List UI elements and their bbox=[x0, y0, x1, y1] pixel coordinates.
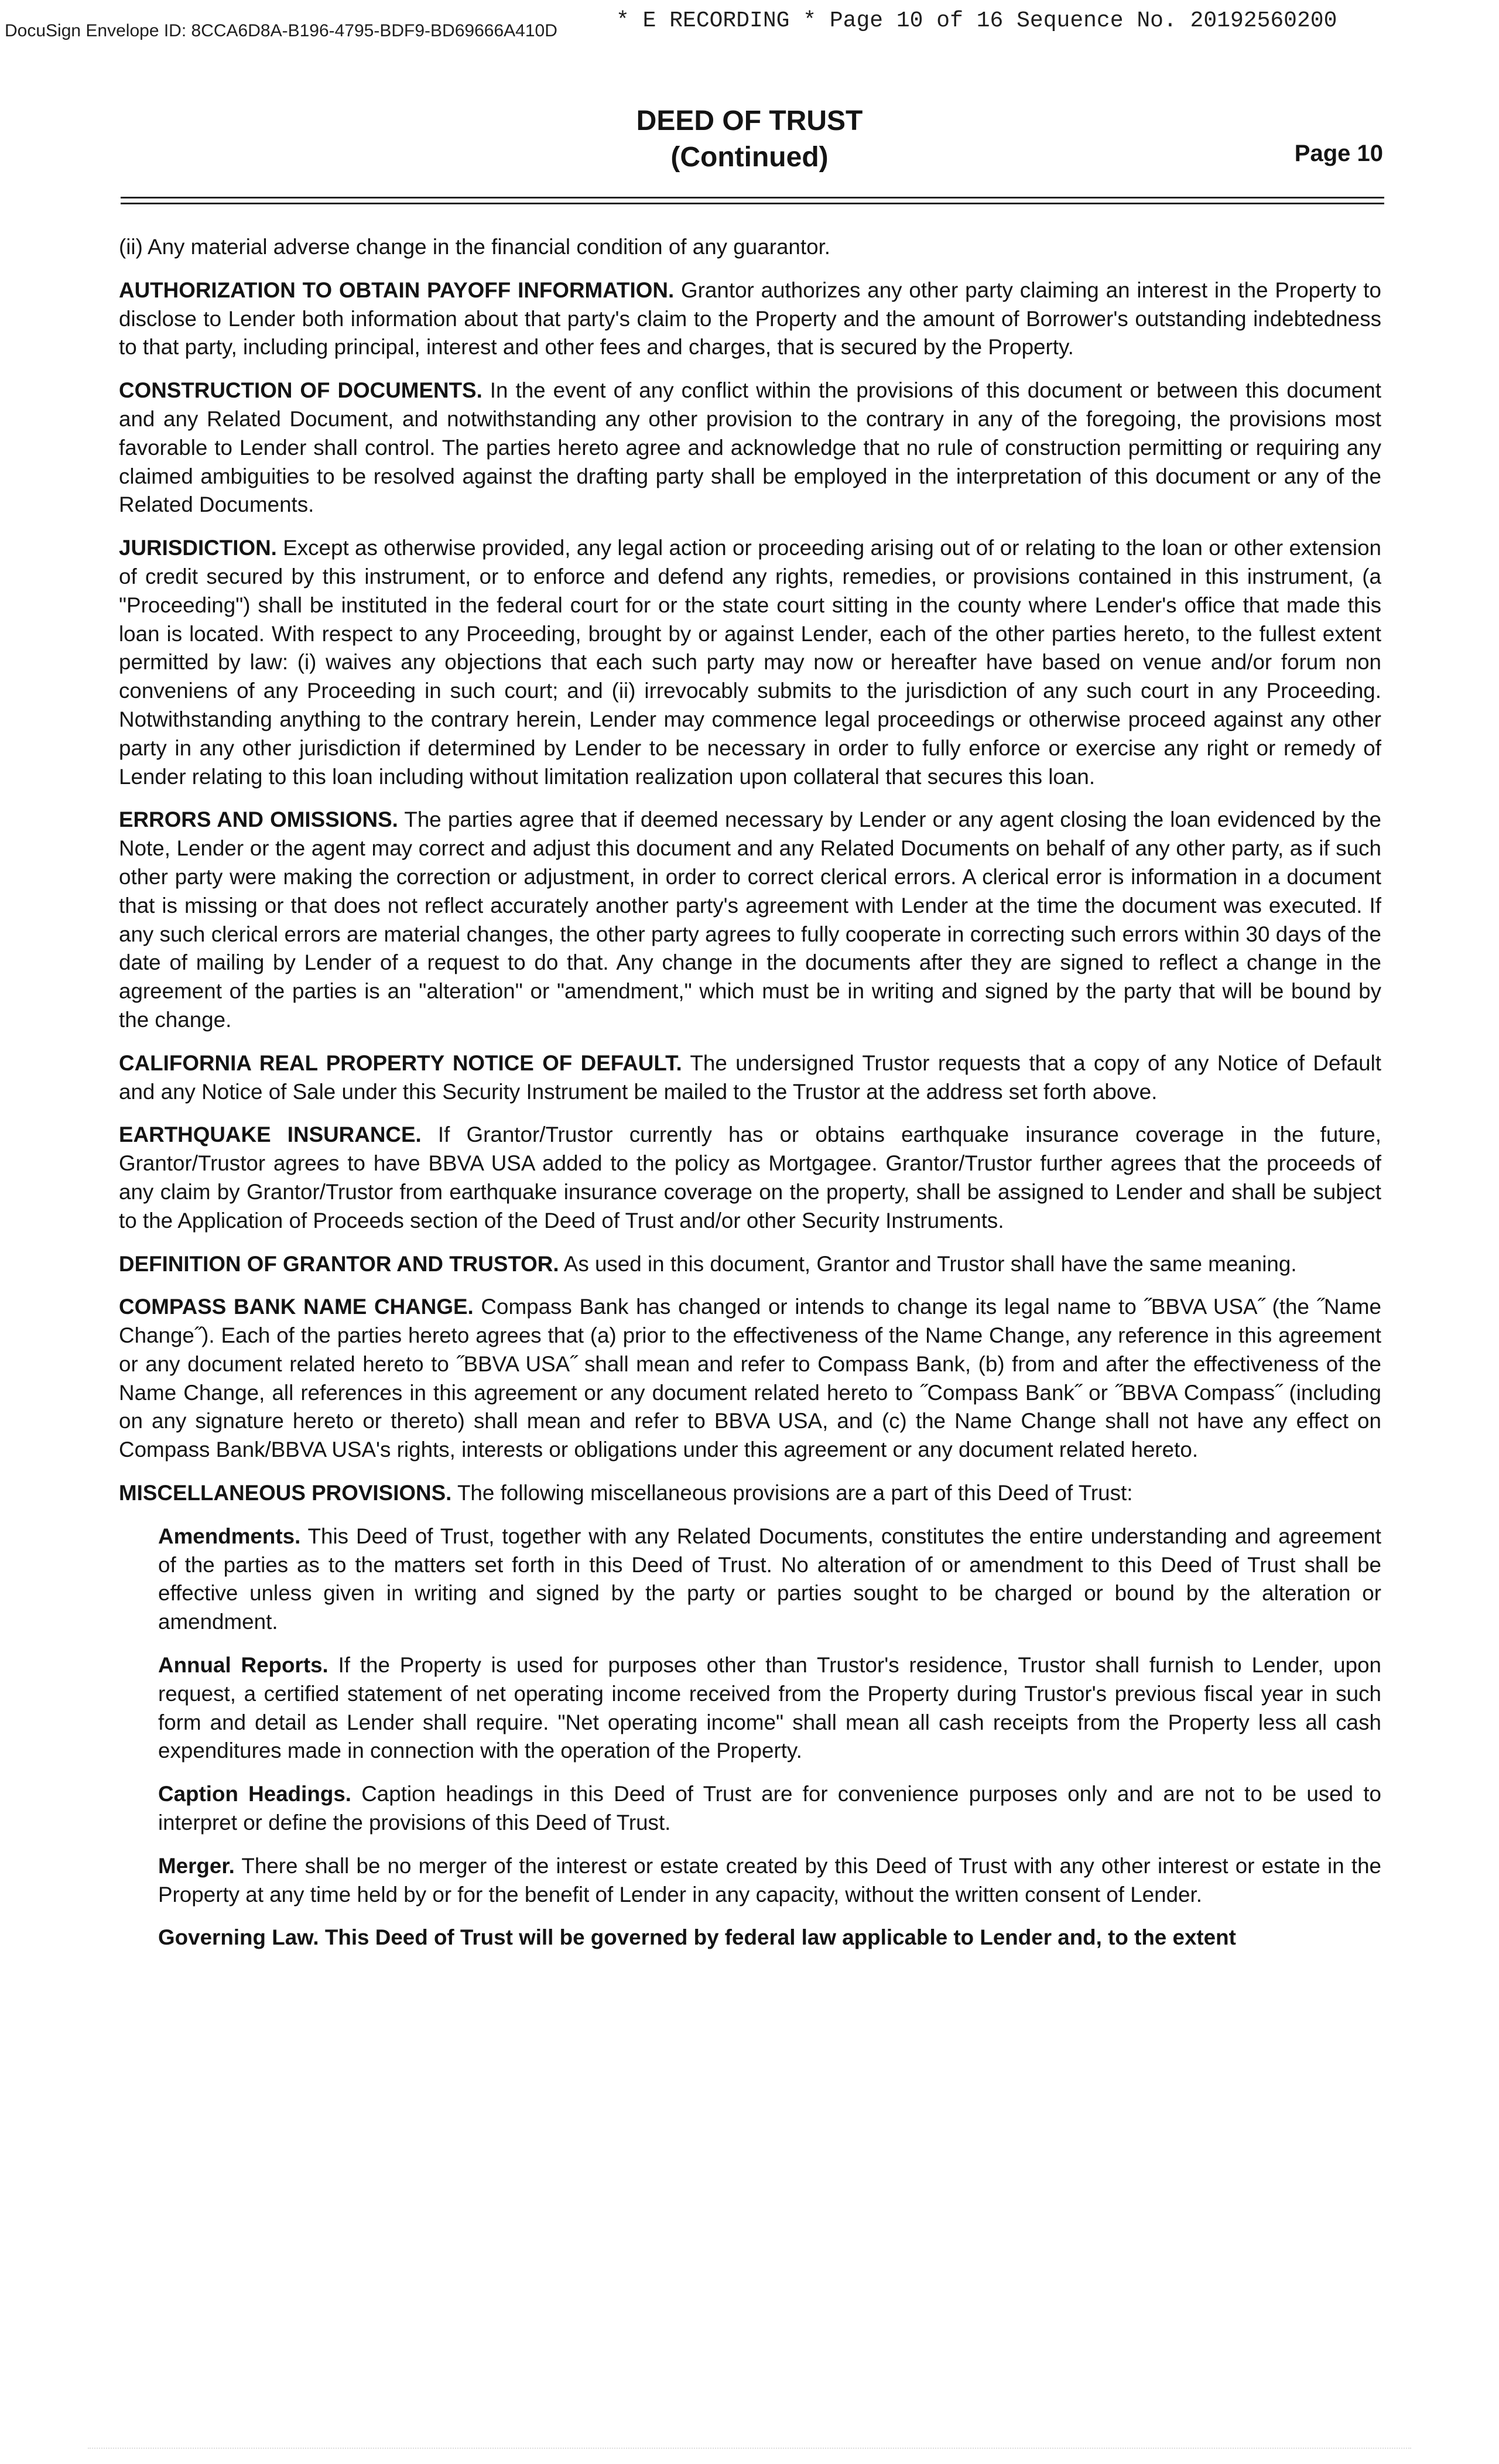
section-heading: ERRORS AND OMISSIONS. bbox=[119, 807, 398, 832]
section-text: The parties agree that if deemed necessary by Lender or any agent closing the loan evidenced by the Note, Lender or the agent may correct and adjust this document and any Related Documents on behalf of any other party, as if such other party were making the correction or adjustment, in order to correct clerical errors. A clerical error is information in a document that is missing or that does not reflect accurately another party's agreement with Lender at the time the document was executed. If any such clerical errors are material changes, the other party agrees to fully cooperate in correcting such errors within 30 days of the date of mailing by Lender of a request to do that. Any change in the documents after they are signed to reflect a change in the agreement of the parties is an "alteration" or "amendment," which must be in writing and signed by the party that will be bound by the change. bbox=[119, 807, 1382, 1032]
authorization-section bbox=[119, 276, 1381, 362]
section-text: As used in this document, Grantor and Trustor shall have the same meaning. bbox=[559, 1251, 1297, 1276]
section-text: Except as otherwise provided, any legal action or proceeding arising out of or relating to the loan or other extension of credit secured by this instrument, or to enforce and defend any rights, remedies, or provisions contained in this instrument, (a "Proceeding") shall be instituted in the federal court for or the state court sitting in the county where Lender's office that made this loan is located. With respect to any Proceeding, brought by or against Lender, each of the other parties hereto, to the fullest extent permitted by law: (i) waives any objections that each such party may now or hereafter have based on venue and/or forum non conveniens of any Proceeding in such court; and (ii) irrevocably submits to the jurisdiction of any such court in any Proceeding. Notwithstanding anything to the contrary herein, Lender may commence legal proceedings or otherwise proceed against any other party in any other jurisdiction if determined by Lender to be necessary in order to fully enforce or exercise any right or remedy of Lender relating to this loan including without limitation realization upon collateral that secures this loan. bbox=[119, 536, 1381, 789]
jurisdiction-section bbox=[119, 534, 1381, 791]
recording-stamp: * E RECORDING * Page 10 of 16 Sequence No. 20192560200 bbox=[616, 8, 1337, 33]
amendments-subsection bbox=[158, 1522, 1381, 1637]
construction-section bbox=[119, 377, 1381, 519]
docusign-envelope-id: DocuSign Envelope ID: 8CCA6D8A-B196-4795-BDF9-BD69666A410D bbox=[5, 21, 557, 40]
earthquake-section bbox=[119, 1121, 1381, 1235]
subsection-heading: Amendments. bbox=[158, 1524, 301, 1548]
header-rule-bottom bbox=[121, 203, 1384, 204]
subsection-text: This Deed of Trust, together with any Related Documents, constitutes the entire understanding and agreement of the parties as to the matters set forth in this Deed of Trust. No alteration of or amendment to this Deed of Trust shall be effective unless given in writing and signed by the party or parties sought to be charged or bound by the alteration or amendment. bbox=[158, 1524, 1381, 1634]
document-body bbox=[119, 233, 1381, 1967]
header-rule-top bbox=[121, 197, 1384, 199]
section-heading: COMPASS BANK NAME CHANGE. bbox=[119, 1295, 474, 1319]
section-heading: CONSTRUCTION OF DOCUMENTS. bbox=[119, 378, 482, 403]
errors-section bbox=[119, 806, 1381, 1034]
subsection-heading: Merger. bbox=[158, 1853, 235, 1878]
section-heading: DEFINITION OF GRANTOR AND TRUSTOR. bbox=[119, 1251, 559, 1276]
section-text: Grantor authorizes any other party claiming an interest in the Property to disclose to Lender both information about that party's claim to the Property and the amount of Borrower's outstanding indebtedness to that party, including principal, interest and other fees and charges, that is secured by the Property. bbox=[119, 278, 1381, 360]
section-heading: EARTHQUAKE INSURANCE. bbox=[119, 1123, 422, 1147]
annual-reports-subsection bbox=[158, 1651, 1381, 1765]
document-title-block bbox=[0, 103, 1499, 176]
subsection-text: There shall be no merger of the interest or estate created by this Deed of Trust with any other interest or estate in the Property at any time held by or for the benefit of Lender in any capacity, without the written consent of Lender. bbox=[158, 1853, 1381, 1907]
page-number: Page 10 bbox=[1294, 141, 1383, 166]
subsection-heading: Caption Headings. bbox=[158, 1782, 352, 1806]
section-text: The undersigned Trustor requests that a copy of any Notice of Default and any Notice of Sale under this Security Instrument be mailed to the Trustor at the address set forth above. bbox=[119, 1050, 1381, 1104]
section-text: The following miscellaneous provisions are a part of this Deed of Trust: bbox=[451, 1481, 1133, 1505]
section-text: If Grantor/Trustor currently has or obtains earthquake insurance coverage in the future, Grantor/Trustor agrees to have BBVA USA added to the policy as Mortgagee. Grantor/Trustor further agrees that the proceeds of any claim by Grantor/Trustor from earthquake insurance coverage on the property, shall be assigned to Lender and shall be subject to the Application of Proceeds section of the Deed of Trust and/or other Security Instruments. bbox=[119, 1123, 1381, 1233]
merger-subsection bbox=[158, 1852, 1381, 1909]
section-heading: CALIFORNIA REAL PROPERTY NOTICE OF DEFAULT. bbox=[119, 1050, 682, 1075]
section-text: Compass Bank has changed or intends to change its legal name to ˝BBVA USA˝ (the ˝Name Change˝). Each of the parties hereto agrees that (a) prior to the effectiveness of the Name Change, any reference in this agreement or any document related hereto to ˝BBVA USA˝ shall mean and refer to Compass Bank, (b) from and after the effectiveness of the Name Change, all references in this agreement or any document related hereto to ˝Compass Bank˝ or ˝BBVA Compass˝ (including on any signature hereto or thereto) shall mean and refer to BBVA USA, and (c) the Name Change shall not have any effect on Compass Bank/BBVA USA's rights, interests or obligations under this agreement or any document related hereto. bbox=[119, 1295, 1382, 1462]
document-subtitle: (Continued) bbox=[670, 142, 829, 173]
subsection-text: If the Property is used for purposes other than Trustor's residence, Trustor shall furnish to Lender, upon request, a certified statement of net operating income received from the Property during Trustor's previous fiscal year in such form and detail as Lender shall require. "Net operating income" shall mean all cash receipts from the Property less all cash expenditures made in connection with the operation of the Property. bbox=[158, 1653, 1382, 1763]
governing-law-subsection bbox=[158, 1924, 1381, 1952]
caption-headings-subsection bbox=[158, 1780, 1381, 1837]
misc-section bbox=[119, 1479, 1381, 1508]
subsection-text: This Deed of Trust will be governed by federal law applicable to Lender and, to the extent bbox=[319, 1925, 1236, 1950]
scan-artifact-line bbox=[88, 2448, 1411, 2450]
definition-section bbox=[119, 1250, 1381, 1279]
section-heading: AUTHORIZATION TO OBTAIN PAYOFF INFORMATION. bbox=[119, 278, 675, 302]
california-section bbox=[119, 1049, 1381, 1107]
document-title: DEED OF TRUST bbox=[636, 105, 863, 136]
subsection-heading: Governing Law. bbox=[158, 1925, 319, 1950]
section-heading: JURISDICTION. bbox=[119, 536, 277, 560]
subsection-text: Caption headings in this Deed of Trust are for convenience purposes only and are not to be used to interpret or define the provisions of this Deed of Trust. bbox=[158, 1782, 1382, 1835]
section-text: In the event of any conflict within the provisions of this document or between this document and any Related Document, and notwithstanding any other provision to the contrary in any of the foregoing, the provisions most favorable to Lender shall control. The parties hereto agree and acknowledge that no rule of construction permitting or requiring any claimed ambiguities to be resolved against the drafting party shall be employed in the interpretation of this document or any of the Related Documents. bbox=[119, 378, 1381, 517]
guarantor-item: (ii) Any material adverse change in the financial condition of any guarantor. bbox=[119, 235, 831, 259]
subsection-heading: Annual Reports. bbox=[158, 1653, 328, 1678]
section-heading: MISCELLANEOUS PROVISIONS. bbox=[119, 1481, 452, 1505]
compass-section bbox=[119, 1293, 1381, 1464]
